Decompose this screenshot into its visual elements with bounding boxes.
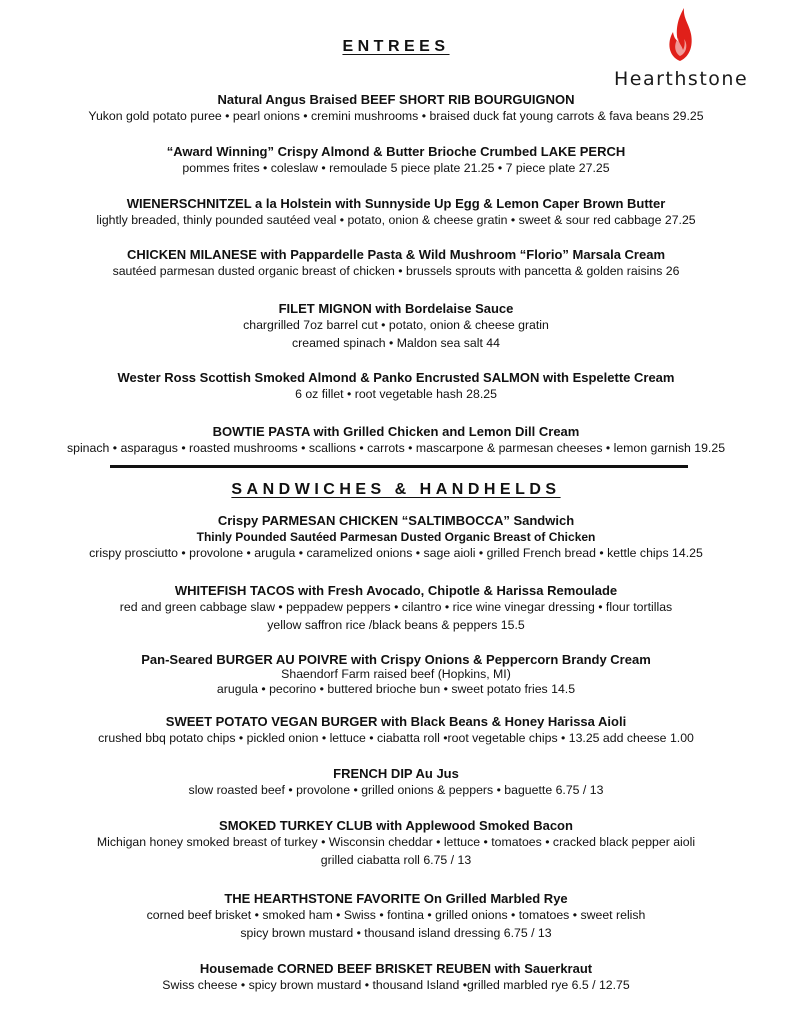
- item-name: “Award Winning” Crispy Almond & Butter Brioche Crumbed LAKE PERCH: [166, 144, 626, 159]
- section-divider: [110, 465, 688, 468]
- item-description: spinach • asparagus • roasted mushrooms • scallions • carrots • mascarpone & parmesan cheeses • lemon garnish 19.25: [66, 441, 726, 455]
- item-description: slow roasted beef • provolone • grilled onions & peppers • baguette 6.75 / 13: [188, 783, 604, 797]
- entrees-heading: ENTREES: [342, 38, 450, 55]
- item-name: THE HEARTHSTONE FAVORITE On Grilled Marbled Rye: [224, 891, 568, 906]
- menu-item: [0, 713, 792, 748]
- menu-item: [0, 582, 792, 634]
- menu-item: [0, 246, 792, 281]
- menu-item: [0, 300, 792, 352]
- item-name: BOWTIE PASTA with Grilled Chicken and Lemon Dill Cream: [212, 424, 580, 439]
- brand-name: Hearthstone: [614, 68, 749, 90]
- menu-item: [0, 817, 792, 869]
- menu-item: [0, 195, 792, 230]
- item-description: arugula • pecorino • buttered brioche bun • sweet potato fries 14.5: [216, 682, 576, 696]
- item-name: WHITEFISH TACOS with Fresh Avocado, Chipotle & Harissa Remoulade: [174, 583, 618, 598]
- item-name: Natural Angus Braised BEEF SHORT RIB BOURGUIGNON: [217, 92, 575, 107]
- menu-item: [0, 890, 792, 942]
- item-description: crushed bbq potato chips • pickled onion • lettuce • ciabatta roll •root vegetable chips • 13.25 add cheese 1.00: [98, 731, 694, 745]
- menu-item: [0, 369, 792, 404]
- item-description: 6 oz fillet • root vegetable hash 28.25: [295, 387, 497, 401]
- item-name: FILET MIGNON with Bordelaise Sauce: [278, 301, 514, 316]
- item-description: grilled ciabatta roll 6.75 / 13: [320, 852, 472, 867]
- item-name: Pan-Seared BURGER AU POIVRE with Crispy Onions & Peppercorn Brandy Cream: [141, 652, 651, 667]
- item-description: Michigan honey smoked breast of turkey • Wisconsin cheddar • lettuce • tomatoes • cracked black pepper aioli: [96, 835, 696, 849]
- item-description: crispy prosciutto • provolone • arugula • caramelized onions • sage aioli • grilled French bread • kettle chips 14.25: [89, 546, 703, 560]
- menu-item: [0, 651, 792, 699]
- item-name: Housemade CORNED BEEF BRISKET REUBEN with Sauerkraut: [199, 961, 593, 976]
- item-name: CHICKEN MILANESE with Pappardelle Pasta & Wild Mushroom “Florio” Marsala Cream: [126, 247, 666, 262]
- item-name: Wester Ross Scottish Smoked Almond & Panko Encrusted SALMON with Espelette Cream: [117, 370, 675, 385]
- item-description: Swiss cheese • spicy brown mustard • thousand Island •grilled marbled rye 6.5 / 12.75: [162, 978, 630, 992]
- menu-item: [0, 143, 792, 178]
- item-description: sautéed parmesan dusted organic breast of chicken • brussels sprouts with pancetta & golden raisins 26: [112, 264, 680, 278]
- item-description: pommes frites • coleslaw • remoulade 5 piece plate 21.25 • 7 piece plate 27.25: [182, 161, 610, 175]
- item-description: creamed spinach • Maldon sea salt 44: [291, 335, 500, 350]
- item-name: FRENCH DIP Au Jus: [333, 766, 459, 781]
- item-subtitle: Thinly Pounded Sautéed Parmesan Dusted Organic Breast of Chicken: [196, 530, 596, 544]
- menu-item: [0, 423, 792, 458]
- item-description: yellow saffron rice /black beans & peppers 15.5: [267, 617, 525, 632]
- item-description: chargrilled 7oz barrel cut • potato, onion & cheese gratin: [243, 318, 549, 332]
- menu-item: [0, 765, 792, 800]
- menu-item: [0, 91, 792, 126]
- item-name: SMOKED TURKEY CLUB with Applewood Smoked Bacon: [219, 818, 573, 833]
- sandwiches-heading: SANDWICHES & HANDHELDS: [231, 481, 561, 498]
- item-name: Crispy PARMESAN CHICKEN “SALTIMBOCCA” Sandwich: [217, 513, 575, 528]
- menu-item: [0, 512, 792, 563]
- menu-item: [0, 960, 792, 995]
- item-name: SWEET POTATO VEGAN BURGER with Black Beans & Honey Harissa Aioli: [165, 714, 627, 729]
- item-note: Shaendorf Farm raised beef (Hopkins, MI): [281, 667, 511, 681]
- item-description: Yukon gold potato puree • pearl onions • cremini mushrooms • braised duck fat young carrots & fava beans 29.25: [88, 109, 704, 123]
- item-name: WIENERSCHNITZEL a la Holstein with Sunnyside Up Egg & Lemon Caper Brown Butter: [126, 196, 666, 211]
- item-description: lightly breaded, thinly pounded sautéed veal • potato, onion & cheese gratin • sweet & sour red cabbage 27.25: [96, 213, 696, 227]
- item-description: red and green cabbage slaw • peppadew peppers • cilantro • rice wine vinegar dressing • flour tortillas: [119, 600, 673, 614]
- item-description: corned beef brisket • smoked ham • Swiss • fontina • grilled onions • tomatoes • sweet relish: [146, 908, 646, 922]
- item-description: spicy brown mustard • thousand island dressing 6.75 / 13: [240, 925, 552, 940]
